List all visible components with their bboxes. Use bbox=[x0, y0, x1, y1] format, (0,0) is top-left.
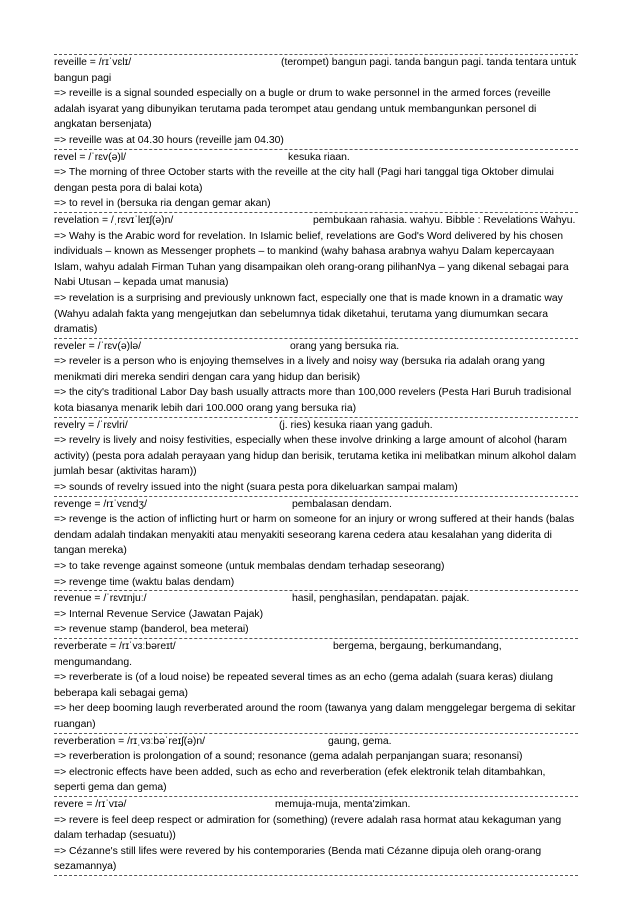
example-line: => to take revenge against someone (untuk membalas dendam terhadap seseorang) bbox=[54, 561, 445, 572]
headword: reveille = /rɪˈvɛlɪ/ bbox=[54, 57, 132, 68]
headword: revelry = /ˈrɛvlri/ bbox=[54, 419, 128, 431]
example-line: => Cézanne's still lifes were revered by his contemporaries (Benda mati Cézanne dipuja oleh orang-orang sezamannya) bbox=[54, 845, 542, 873]
entry-head bbox=[54, 55, 578, 71]
meaning: bergema, bergaung, berkumandang, mengumandang. bbox=[54, 640, 502, 668]
example-line: => The morning of three October starts with the reveille at the city hall (Pagi hari tanggal tiga Oktober dimulai dengan pesta pora di balai kota) bbox=[54, 167, 554, 194]
example-line: => revelry is lively and noisy festivities, especially when these involve drinking a large amount of alcohol (haram activity) (pesta pora adalah perayaan yang hidup dan berisik, terutama ketika ini melibatkan minum alkohol dalam jumlah besar (aktivitas haram)) bbox=[54, 435, 577, 478]
example-line: => revenge is the action of inflicting hurt or harm on someone for an injury or wrong suffered at their hands (balas dendam adalah tindakan menyakiti atau menyakiti seseorang karena cedera atau kesalahan yang diderita di tangan mereka) bbox=[54, 514, 575, 557]
meaning: gaung, gema. bbox=[328, 735, 392, 747]
example-line: => sounds of revelry issued into the night (suara pesta pora dikeluarkan sampai malam) bbox=[54, 482, 458, 494]
dictionary-entry bbox=[54, 150, 578, 213]
example-line: => electronic effects have been added, such as echo and reverberation (efek elektronik telah ditambahkan, seperti gema dan gema) bbox=[54, 766, 546, 794]
meaning: orang yang bersuka ria. bbox=[290, 340, 400, 352]
dictionary-entry bbox=[54, 734, 578, 797]
example-line: => reverberate is (of a loud noise) be repeated several times as an echo (gema adalah (suara keras) diulang beberapa kali sebagai gema) bbox=[54, 672, 554, 699]
dictionary-entry bbox=[54, 213, 578, 339]
headword: revel = /ˈrɛv(ə)l/ bbox=[54, 151, 127, 163]
headword: reveler = /ˈrɛv(ə)lə/ bbox=[54, 340, 142, 352]
dictionary-entry bbox=[54, 797, 578, 876]
meaning: (terompet) bangun pagi. tanda bangun pagi. tanda tentara untuk bangun pagi bbox=[54, 57, 577, 84]
entry-head bbox=[54, 497, 578, 513]
meaning: (j. ries) kesuka riaan yang gaduh. bbox=[279, 419, 433, 431]
meaning: pembukaan rahasia. wahyu. Bibble : Revelations Wahyu. bbox=[313, 214, 576, 226]
example-line: => to revel in (bersuka ria dengan gemar akan) bbox=[54, 198, 271, 210]
entry-head bbox=[54, 797, 578, 813]
headword: revelation = /ˌrɛvɪˈleɪʃ(ə)n/ bbox=[54, 214, 174, 226]
entry-head bbox=[54, 213, 578, 229]
dictionary-entry bbox=[54, 639, 578, 734]
dictionary-entry bbox=[54, 55, 578, 150]
entry-head bbox=[54, 591, 578, 607]
example-line: => Wahy is the Arabic word for revelation. In Islamic belief, revelations are God's Word delivered by his chosen individuals – known as Messenger prophets – to mankind (wahy bahasa arabnya wahyu Dalam kepercayaan Islam, wahyu adalah Firman Tuhan yang disampaikan oleh orang-orang pilihanNya – yang dikenal sebagai para Nabi Utusan – kepada umat manusia) bbox=[54, 230, 569, 289]
entry-head bbox=[54, 734, 578, 750]
example-line: => the city's traditional Labor Day bash usually attracts more than 100,000 revelers (Pesta Hari Buruh tradisional kota biasanya menarik lebih dari 100.000 orang yang bersuka ria) bbox=[54, 387, 572, 415]
entry-head bbox=[54, 150, 578, 166]
example-line: => reveler is a person who is enjoying themselves in a lively and noisy way (bersuka ria adalah orang yang menikmati diri mereka sendiri dengan cara yang hidup dan berisik) bbox=[54, 356, 545, 383]
example-line: => her deep booming laugh reverberated around the room (tawanya yang dalam menggelegar bergema di sekitar ruangan) bbox=[54, 703, 576, 730]
headword: revenue = /ˈrɛvɪnjuː/ bbox=[54, 593, 147, 605]
example-line: => revenue stamp (banderol, bea meterai) bbox=[54, 624, 249, 636]
dictionary-entry bbox=[54, 339, 578, 418]
meaning: hasil, penghasilan, pendapatan. pajak. bbox=[292, 593, 470, 605]
headword: reverberate = /rɪˈvɜːbəreɪt/ bbox=[54, 640, 176, 652]
dictionary-entry bbox=[54, 497, 578, 592]
example-line: => reveille was at 04.30 hours (reveille jam 04.30) bbox=[54, 134, 284, 146]
example-line: => Internal Revenue Service (Jawatan Pajak) bbox=[54, 608, 264, 620]
dictionary-document bbox=[54, 54, 578, 876]
example-line: => revelation is a surprising and previously unknown fact, especially one that is made known in a dramatic way (Wahyu adalah fakta yang mengejutkan dan sebelumnya tidak diketahui, terutama yang diumumkan secara dramatis) bbox=[54, 292, 563, 336]
entry-head bbox=[54, 418, 578, 434]
example-line: => reverberation is prolongation of a sound; resonance (gema adalah perpanjangan suara; resonansi) bbox=[54, 751, 523, 763]
entry-head bbox=[54, 639, 578, 655]
entry-head bbox=[54, 339, 578, 355]
meaning: kesuka riaan. bbox=[288, 151, 350, 163]
headword: revere = /rɪˈvɪə/ bbox=[54, 798, 127, 810]
meaning: memuja-muja, menta'zimkan. bbox=[275, 798, 411, 810]
example-line: => revere is feel deep respect or admiration for (something) (revere adalah rasa hormat atau kekaguman yang dalam terhadap (sesuatu)) bbox=[54, 814, 562, 842]
dictionary-entry bbox=[54, 591, 578, 639]
dictionary-entry bbox=[54, 418, 578, 497]
example-line: => revenge time (waktu balas dendam) bbox=[54, 576, 235, 588]
headword: revenge = /rɪˈvɛndʒ/ bbox=[54, 498, 147, 510]
example-line: => reveille is a signal sounded especially on a bugle or drum to wake personnel in the armed forces (reveille adalah isyarat yang dibunyikan terutama pada terompet atau gendang untuk membangunkan personel di angkatan bersenjata) bbox=[54, 88, 551, 131]
meaning: pembalasan dendam. bbox=[292, 498, 392, 510]
headword: reverberation = /rɪˌvɜːbəˈreɪʃ(ə)n/ bbox=[54, 735, 206, 747]
